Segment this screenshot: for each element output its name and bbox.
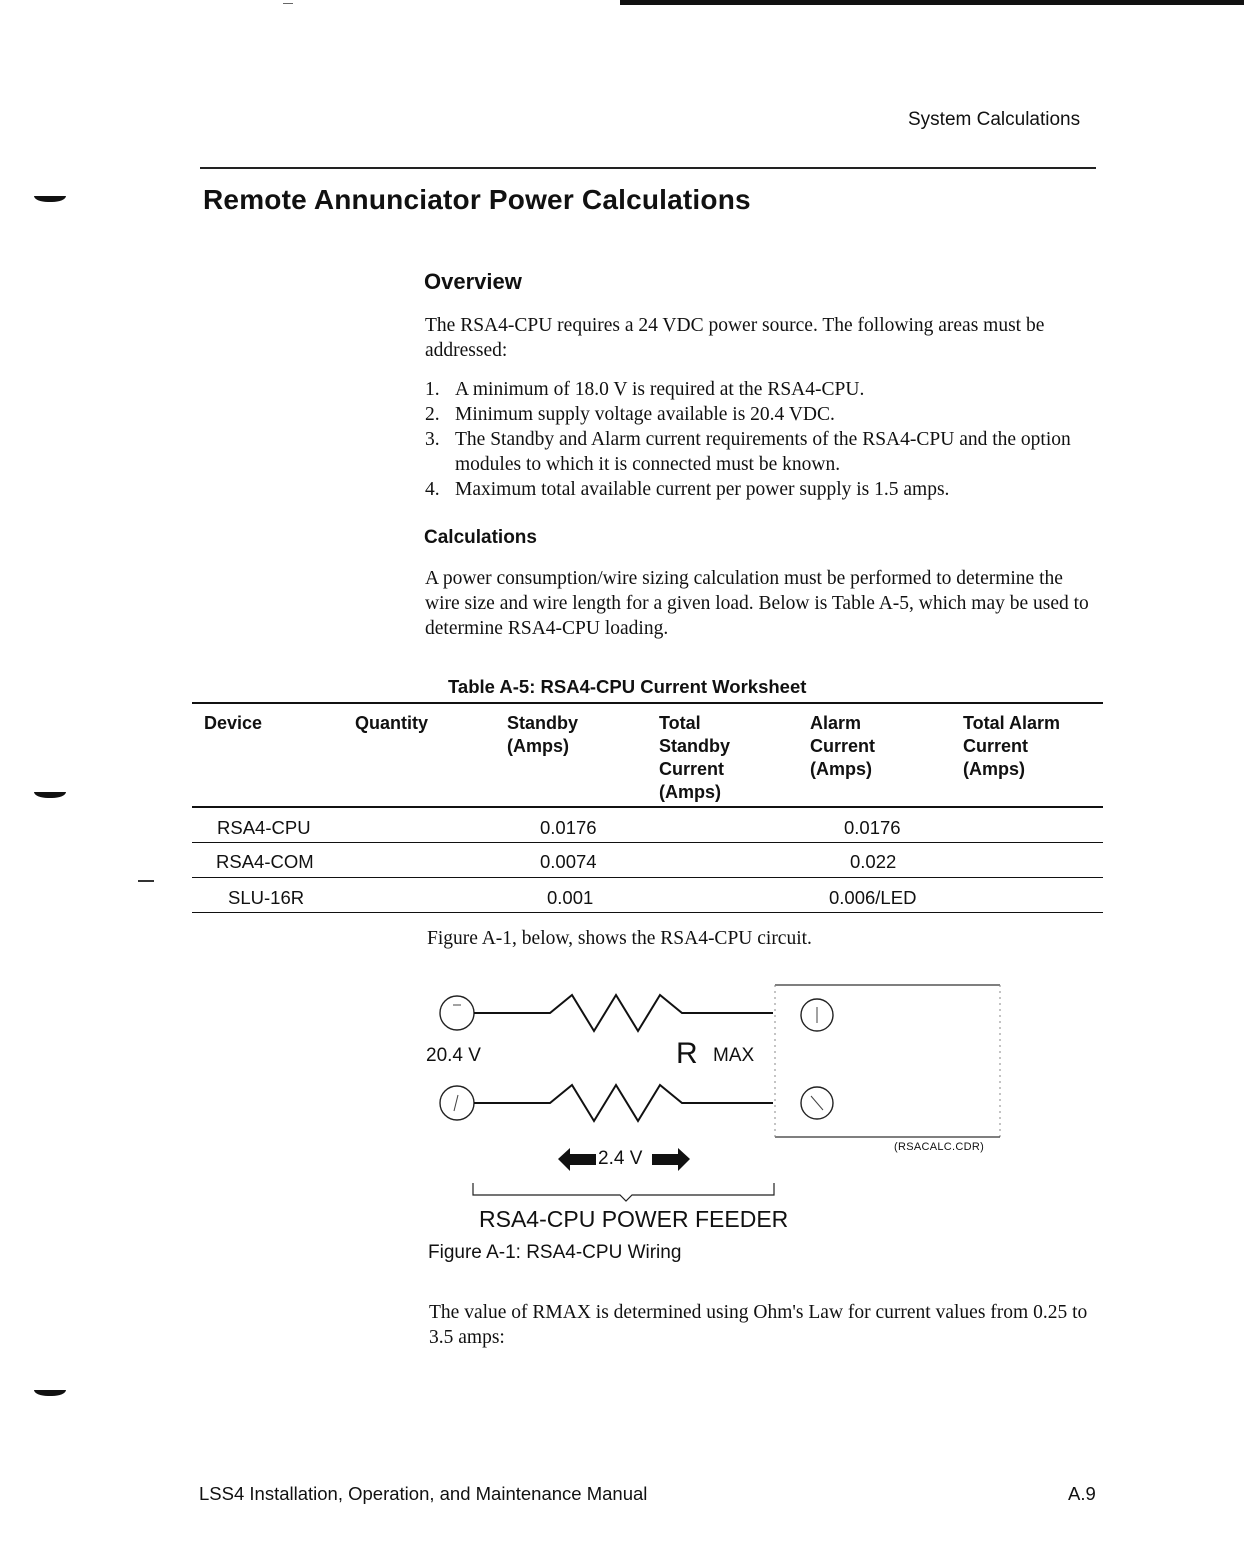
table-row-rule — [192, 877, 1103, 878]
cell-device: RSA4-COM — [216, 851, 314, 872]
resistance-symbol: R — [676, 1037, 698, 1070]
left-arrow-icon — [558, 1148, 596, 1171]
table-header-rule — [192, 806, 1103, 808]
header-line: Current — [810, 736, 876, 756]
voltage-drop-label: 2.4 V — [598, 1148, 643, 1169]
header-line: Total — [659, 713, 701, 733]
terminal-mark — [811, 1096, 823, 1110]
binding-mark — [34, 1390, 66, 1396]
cell-standby: 0.0176 — [540, 817, 597, 838]
calculations-heading: Calculations — [424, 527, 537, 548]
feeder-label: RSA4-CPU POWER FEEDER — [479, 1206, 789, 1232]
list-item — [425, 377, 1085, 402]
list-item — [425, 477, 1085, 502]
section-title: Remote Annunciator Power Calculations — [203, 184, 751, 215]
column-header-quantity — [355, 712, 428, 735]
page-number: A.9 — [1068, 1483, 1096, 1504]
column-header-standby — [507, 712, 578, 758]
overview-intro: The RSA4-CPU requires a 24 VDC power source. The following areas must be addressed: — [425, 315, 1045, 361]
rmax-text: The value of RMAX is determined using Ohm's Law for current values from 0.25 to 3.5 amps: — [429, 1302, 1088, 1348]
resistor-bottom-icon — [474, 1085, 773, 1121]
calculations-text: A power consumption/wire sizing calculation must be performed to determine the wire size and wire length for a given load. Below is Table A-5, which may be used to determine RSA4-CPU loading. — [425, 568, 1089, 639]
cell-device: SLU-16R — [228, 887, 305, 908]
table-row-rule — [192, 842, 1103, 843]
cell-alarm: 0.0176 — [844, 817, 901, 838]
header-line: Standby — [507, 713, 579, 733]
scan-top-dash — [283, 3, 293, 4]
header-line: (Amps) — [810, 759, 872, 779]
figure-intro: Figure A-1, below, shows the RSA4-CPU circuit. — [427, 928, 812, 949]
header-rule — [200, 167, 1096, 169]
right-arrow-icon — [652, 1148, 690, 1171]
column-header-total-standby — [659, 712, 730, 804]
header-line: Quantity — [355, 713, 429, 733]
voltage-label: 20.4 V — [426, 1045, 481, 1066]
cell-standby: 0.0074 — [540, 851, 597, 872]
header-line: (Amps) — [659, 782, 721, 802]
column-header-device — [204, 712, 262, 735]
resistor-top-icon — [474, 995, 773, 1031]
list-text: A minimum of 18.0 V is required at the RSA4-CPU. — [455, 379, 865, 400]
list-number: 2. — [425, 404, 440, 425]
table-bottom-rule — [192, 912, 1103, 913]
cell-device: RSA4-CPU — [217, 817, 311, 838]
list-text: The Standby and Alarm current requirements of the RSA4-CPU and the option modules to which it is connected must be known. — [455, 429, 1071, 475]
terminal-mark — [454, 1095, 458, 1111]
header-line: Alarm — [810, 713, 862, 733]
header-line: Standby — [659, 736, 731, 756]
binding-mark — [34, 196, 66, 202]
header-line: Device — [204, 713, 263, 733]
column-header-total-alarm — [963, 712, 1060, 781]
running-header: System Calculations — [908, 109, 1081, 130]
figure-file-label: (RSACALC.CDR) — [894, 1141, 985, 1153]
list-item — [425, 427, 1085, 477]
scan-top-bar — [620, 0, 1244, 5]
overview-heading: Overview — [424, 269, 522, 294]
binding-mark — [34, 792, 66, 798]
feeder-brace — [473, 1183, 774, 1201]
resistance-label: MAX — [713, 1045, 755, 1066]
cell-alarm: 0.022 — [850, 851, 897, 872]
cell-alarm: 0.006/LED — [829, 887, 917, 908]
terminal-icon — [440, 1086, 474, 1120]
column-header-alarm — [810, 712, 875, 781]
figure-caption: Figure A-1: RSA4-CPU Wiring — [428, 1242, 682, 1263]
requirements-list — [425, 377, 1085, 502]
terminal-icon — [440, 996, 474, 1030]
table-top-rule — [192, 702, 1103, 704]
list-number: 3. — [425, 429, 440, 450]
cell-standby: 0.001 — [547, 887, 594, 908]
list-number: 1. — [425, 379, 440, 400]
header-line: (Amps) — [963, 759, 1025, 779]
list-text: Maximum total available current per power supply is 1.5 amps. — [455, 479, 950, 500]
scan-margin-dash — [138, 880, 154, 882]
footer-manual-title: LSS4 Installation, Operation, and Maintenance Manual — [199, 1483, 648, 1504]
list-text: Minimum supply voltage available is 20.4 VDC. — [455, 404, 835, 425]
wiring-diagram — [420, 975, 1020, 1205]
header-line: Current — [659, 759, 725, 779]
table-caption: Table A-5: RSA4-CPU Current Worksheet — [448, 676, 807, 697]
list-item — [425, 402, 1085, 427]
list-number: 4. — [425, 479, 440, 500]
header-line: Current — [963, 736, 1029, 756]
header-line: Total Alarm — [963, 713, 1061, 733]
header-line: (Amps) — [507, 736, 569, 756]
